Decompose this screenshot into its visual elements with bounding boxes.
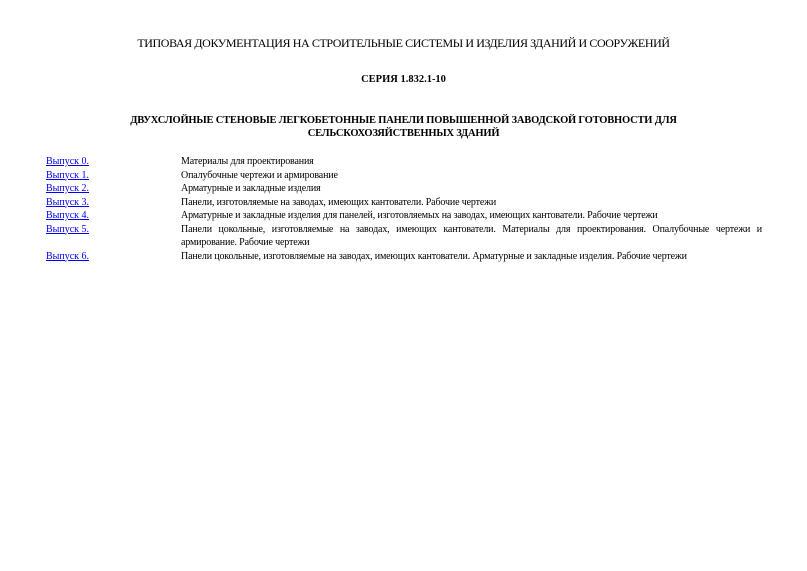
issue-row-1	[46, 169, 762, 183]
issue-row-6	[46, 250, 762, 264]
issue-description-4: Арматурные и закладные изделия для панелей, изготовляемых на заводах, имеющих кантователи. Рабочие чертежи	[181, 210, 658, 221]
issue-description-5: Панели цокольные, изготовляемые на заводах, имеющих кантователи. Материалы для проектирования. Опалубочные чертежи и армирование. Рабочие чертежи	[181, 223, 762, 248]
issue-link-2[interactable]: Выпуск 2.	[46, 183, 90, 194]
issues-list	[46, 155, 762, 263]
issue-link-3[interactable]: Выпуск 3.	[46, 196, 90, 208]
issue-description-0: Материалы для проектирования	[181, 156, 314, 167]
issue-description-2: Арматурные и закладные изделия	[181, 183, 321, 194]
issue-description-3: Панели, изготовляемые на заводах, имеющих кантователи. Рабочие чертежи	[181, 196, 497, 208]
series-number: СЕРИЯ 1.832.1-10	[361, 74, 446, 85]
issue-row-0	[46, 155, 762, 169]
issue-link-0[interactable]: Выпуск 0.	[46, 156, 90, 167]
issue-row-5	[46, 223, 762, 250]
issue-link-5[interactable]: Выпуск 5.	[46, 223, 90, 235]
issue-row-4	[46, 209, 762, 223]
issue-link-4[interactable]: Выпуск 4.	[46, 210, 90, 221]
issue-description-1: Опалубочные чертежи и армирование	[181, 169, 338, 181]
issue-link-6[interactable]: Выпуск 6.	[46, 250, 90, 262]
document-title: ДВУХСЛОЙНЫЕ СТЕНОВЫЕ ЛЕГКОБЕТОННЫЕ ПАНЕЛИ ПОВЫШЕННОЙ ЗАВОДСКОЙ ГОТОВНОСТИ ДЛЯ СЕЛЬСКОХОЗЯЙСТВЕННЫХ ЗДАНИЙ	[130, 115, 677, 139]
issue-link-1[interactable]: Выпуск 1.	[46, 169, 90, 181]
issue-row-3	[46, 196, 762, 210]
header-title: ТИПОВАЯ ДОКУМЕНТАЦИЯ НА СТРОИТЕЛЬНЫЕ СИСТЕМЫ И ИЗДЕЛИЯ ЗДАНИЙ И СООРУЖЕНИЙ	[137, 36, 670, 50]
issue-description-6: Панели цокольные, изготовляемые на заводах, имеющих кантователи. Арматурные и закладные изделия. Рабочие чертежи	[181, 250, 687, 262]
issue-row-2	[46, 182, 762, 196]
